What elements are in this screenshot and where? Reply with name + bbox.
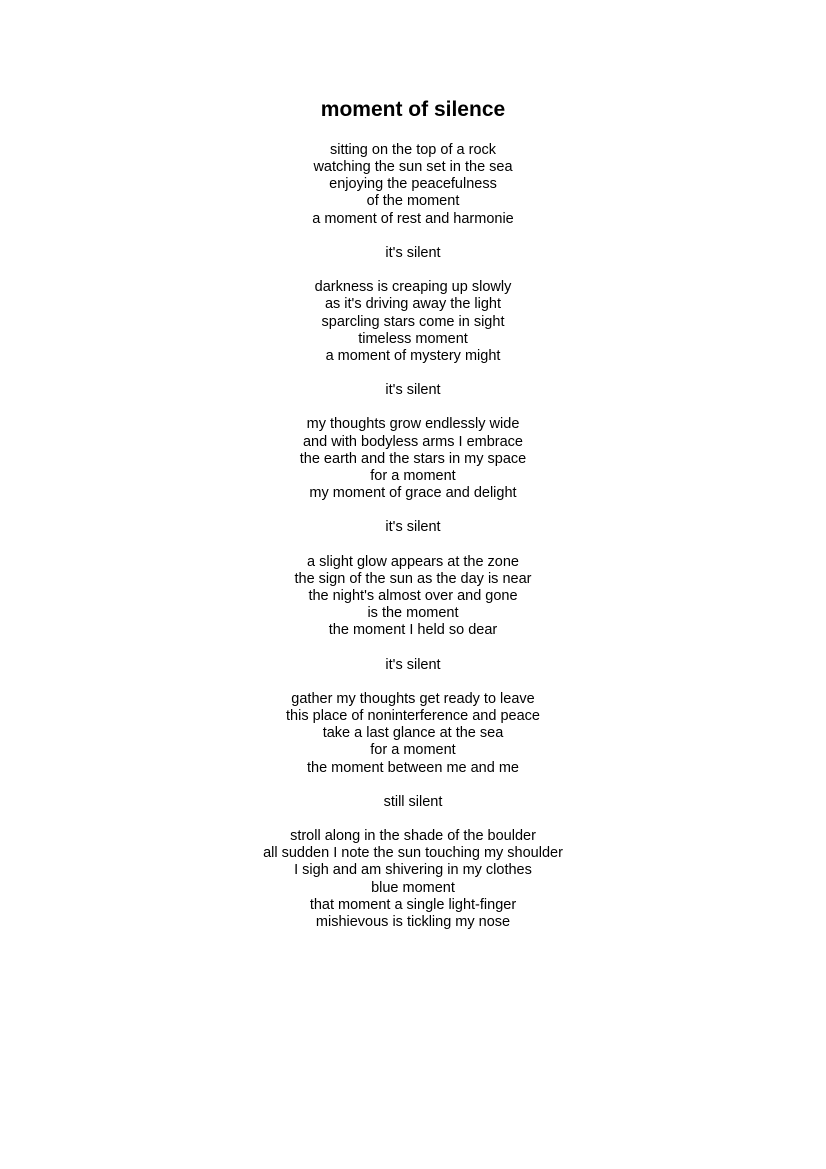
poem-line: stroll along in the shade of the boulder	[290, 828, 536, 845]
poem-line: all sudden I note the sun touching my shoulder	[263, 845, 563, 862]
poem-line: blue moment	[371, 879, 455, 896]
poem-line: it's silent	[385, 244, 441, 261]
poem-title: moment of silence	[320, 98, 506, 121]
poem-line: my thoughts grow endlessly wide	[306, 416, 520, 433]
poem-line: enjoying the peacefulness	[329, 176, 497, 193]
poem-line: the moment between me and me	[307, 759, 519, 776]
poem-stanza	[0, 828, 826, 931]
poem-line: and with bodyless arms I embrace	[302, 433, 523, 450]
poem-line: for a moment	[370, 467, 456, 484]
poem-line: it's silent	[385, 519, 441, 536]
poem-line: mishievous is tickling my nose	[315, 913, 511, 930]
poem-line: is the moment	[367, 605, 459, 622]
refrain-stanza	[0, 519, 826, 536]
poem-line: this place of noninterference and peace	[286, 708, 540, 725]
poem-line: still silent	[383, 793, 443, 810]
poem-line: a moment of mystery might	[325, 347, 501, 364]
poem-line: timeless moment	[358, 330, 468, 347]
poem-line: for a moment	[370, 742, 456, 759]
poem-stanza	[0, 142, 826, 228]
poem-stanza	[0, 279, 826, 365]
poem-line: it's silent	[385, 382, 441, 399]
refrain-stanza	[0, 382, 826, 399]
poem-stanza	[0, 416, 826, 502]
poem-line: a moment of rest and harmonie	[312, 210, 514, 227]
refrain-stanza	[0, 245, 826, 262]
refrain-stanza	[0, 794, 826, 811]
poem-line: that moment a single light-finger	[309, 896, 517, 913]
poem-line: the night's almost over and gone	[308, 587, 518, 604]
poem-line: a slight glow appears at the zone	[307, 553, 519, 570]
poem-line: as it's driving away the light	[324, 296, 502, 313]
poem-line: darkness is creaping up slowly	[314, 279, 512, 296]
poem-line: the moment I held so dear	[328, 622, 498, 639]
poem-line: I sigh and am shivering in my clothes	[294, 862, 532, 879]
poem-line: the sign of the sun as the day is near	[294, 570, 532, 587]
poem-body	[0, 142, 826, 948]
poem-line: it's silent	[385, 656, 441, 673]
poem-line: watching the sun set in the sea	[313, 159, 513, 176]
poem-line: take a last glance at the sea	[322, 725, 504, 742]
poem-line: sparcling stars come in sight	[321, 313, 505, 330]
poem-stanza	[0, 554, 826, 640]
refrain-stanza	[0, 657, 826, 674]
poem-line: my moment of grace and delight	[309, 485, 517, 502]
poem-stanza	[0, 691, 826, 777]
poem-line: gather my thoughts get ready to leave	[291, 690, 535, 707]
poem-line: of the moment	[366, 193, 460, 210]
poem-line: sitting on the top of a rock	[329, 142, 497, 158]
poem-line: the earth and the stars in my space	[299, 450, 527, 467]
